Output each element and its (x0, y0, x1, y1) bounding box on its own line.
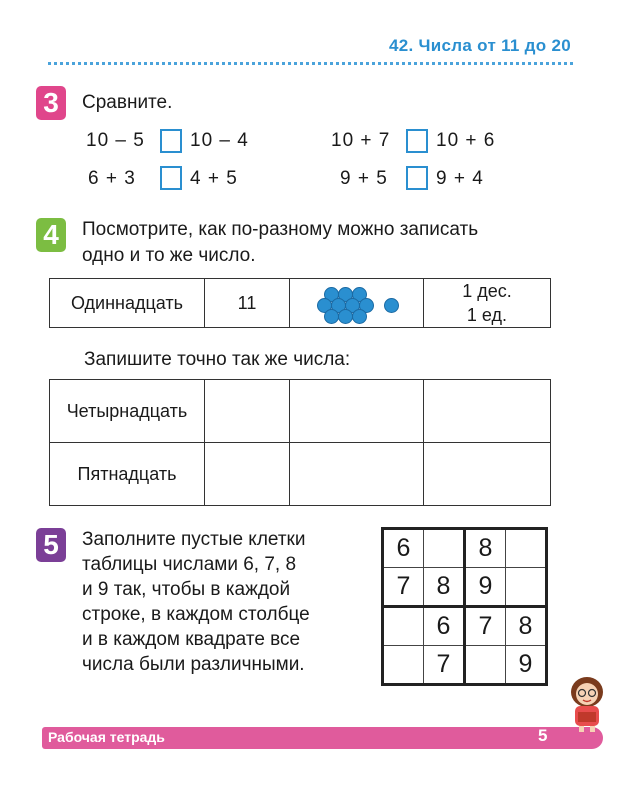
table-row (50, 380, 551, 443)
comparison-2-left: 10 + 7 (331, 130, 391, 151)
sudoku-cell[interactable] (383, 646, 424, 685)
comparison-4-right: 9 + 4 (436, 168, 484, 189)
comparison-4-answer-box[interactable] (406, 166, 428, 190)
example-dots (290, 279, 424, 328)
example-table (49, 278, 551, 328)
sudoku-cell[interactable]: 7 (383, 568, 424, 607)
comparison-1-answer-box[interactable] (160, 129, 182, 153)
header-divider (48, 62, 573, 65)
sudoku-cell[interactable] (383, 607, 424, 646)
sudoku-cell[interactable] (506, 529, 547, 568)
task-4-badge: 4 (36, 218, 66, 252)
task-5-badge: 5 (36, 528, 66, 562)
task-5-line4: строке, в каждом столбце (82, 604, 310, 625)
task-5-line5: и в каждом квадрате все (82, 629, 301, 650)
sudoku-cell[interactable]: 6 (383, 529, 424, 568)
comparison-2-right: 10 + 6 (436, 130, 496, 151)
comparison-2-answer-box[interactable] (406, 129, 428, 153)
sudoku-cell[interactable] (424, 529, 465, 568)
sudoku-cell[interactable]: 8 (424, 568, 465, 607)
footer-label: Рабочая тетрадь (48, 729, 165, 745)
sudoku-cell[interactable] (506, 568, 547, 607)
example-units: 1 ед. (466, 305, 508, 325)
comparison-1-left: 10 – 5 (86, 130, 145, 151)
task-3-instruction: Сравните. (82, 92, 173, 113)
sudoku-cell[interactable]: 7 (465, 607, 506, 646)
comparison-1-right: 10 – 4 (190, 130, 249, 151)
answer-cell[interactable] (424, 443, 551, 506)
example-digits: 11 (205, 279, 290, 328)
task-5-line6: числа были различными. (82, 654, 305, 675)
answer-cell[interactable] (205, 443, 290, 506)
sudoku-cell[interactable]: 8 (465, 529, 506, 568)
row-word-fifteen: Пятнадцать (50, 443, 205, 506)
sudoku-grid (381, 527, 548, 686)
sudoku-cell[interactable] (465, 646, 506, 685)
table-row (50, 443, 551, 506)
sudoku-cell[interactable]: 6 (424, 607, 465, 646)
task-5-line3: и 9 так, чтобы в каждой (82, 579, 291, 600)
answer-cell[interactable] (205, 380, 290, 443)
girl-reading-icon (562, 672, 612, 732)
answer-table (49, 379, 551, 506)
sudoku-cell[interactable]: 8 (506, 607, 547, 646)
comparison-3-right: 4 + 5 (190, 168, 238, 189)
sudoku-cell[interactable]: 9 (506, 646, 547, 685)
task-4-instruction-line1: Посмотрите, как по-разному можно записать (82, 219, 479, 240)
example-place-values (424, 279, 551, 328)
counting-dots-icon (312, 281, 402, 325)
task-5-line1: Заполните пустые клетки (82, 529, 306, 550)
sudoku-cell[interactable]: 7 (424, 646, 465, 685)
task-5-line2: таблицы числами 6, 7, 8 (82, 554, 297, 575)
answer-cell[interactable] (290, 443, 424, 506)
row-word-fourteen: Четырнадцать (50, 380, 205, 443)
comparison-3-answer-box[interactable] (160, 166, 182, 190)
answer-cell[interactable] (424, 380, 551, 443)
comparison-3-left: 6 + 3 (88, 168, 136, 189)
example-word: Одиннадцать (50, 279, 205, 328)
page-title: 42. Числа от 11 до 20 (389, 36, 571, 55)
page-number: 5 (538, 726, 548, 745)
task-4-instruction2: Запишите точно так же числа: (84, 349, 351, 370)
answer-cell[interactable] (290, 380, 424, 443)
comparison-4-left: 9 + 5 (340, 168, 388, 189)
task-4-instruction-line2: одно и то же число. (82, 245, 256, 266)
example-tens: 1 дес. (462, 281, 512, 301)
task-3-badge: 3 (36, 86, 66, 120)
sudoku-cell[interactable]: 9 (465, 568, 506, 607)
